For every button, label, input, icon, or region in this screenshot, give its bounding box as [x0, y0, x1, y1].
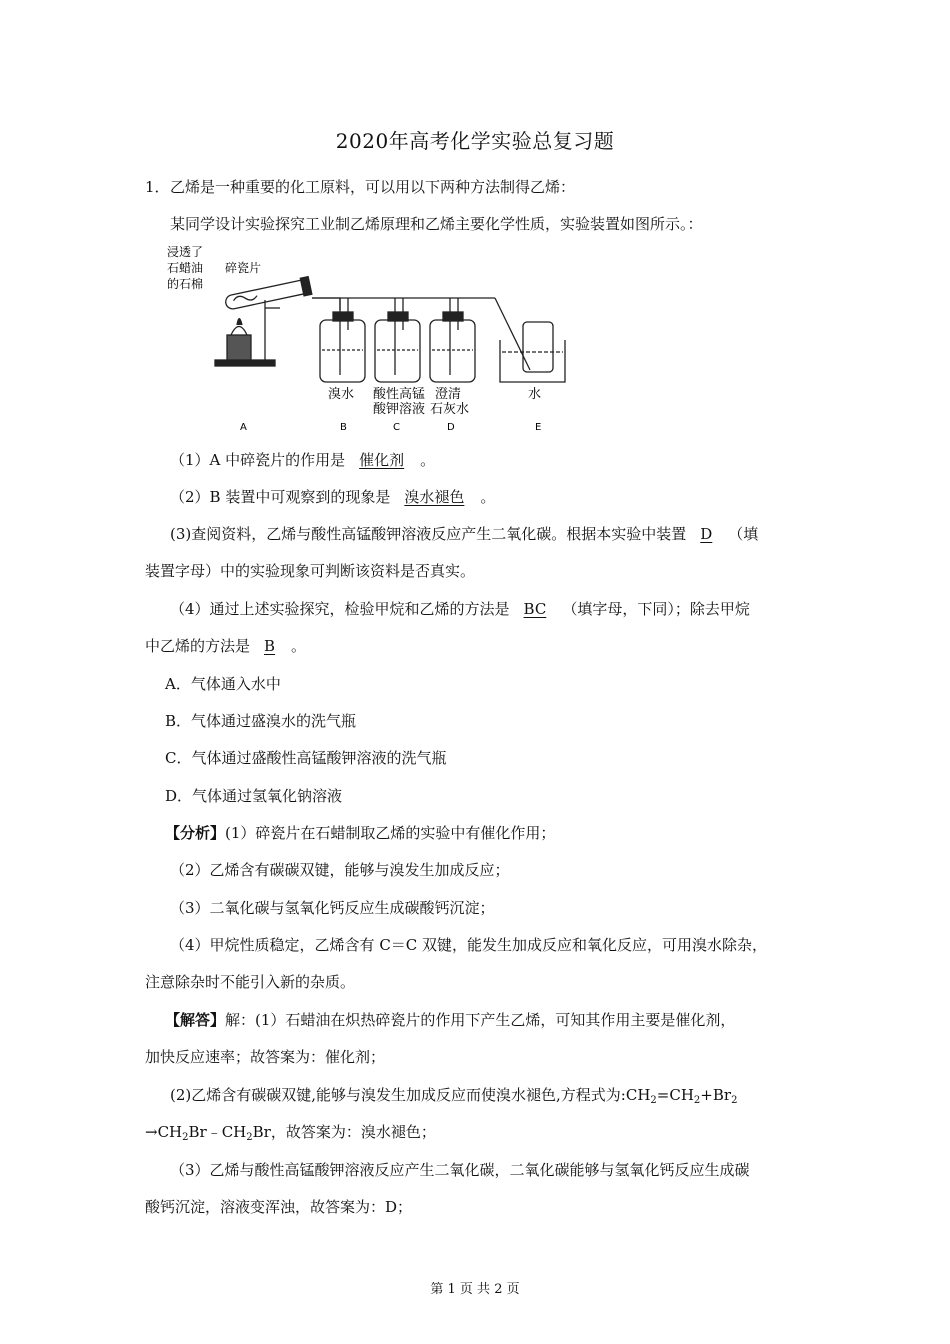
answer-blank: BC	[523, 600, 547, 618]
label-e: 水	[528, 387, 542, 402]
label-b: 溴水	[328, 387, 355, 402]
option-b: B．气体通过盛溴水的洗气瓶	[165, 712, 357, 730]
bottle-d	[430, 298, 475, 382]
answer-line-2: 加快反应速率；故答案为：催化剂；	[145, 1048, 386, 1066]
sub-question-4: （4）通过上述实验探究，检验甲烷和乙烯的方法是 BC （填字母，下同）；除去甲烷	[170, 600, 750, 618]
bottle-b	[320, 298, 365, 382]
alcohol-burner	[227, 335, 251, 360]
option-c: C．气体通过盛酸性高锰酸钾溶液的洗气瓶	[165, 749, 447, 767]
question-number: 1．	[145, 178, 170, 196]
analysis-line-5: 注意除杂时不能引入新的杂质。	[145, 973, 356, 991]
stand-base	[215, 360, 275, 366]
label-porcelain: 碎瓷片	[225, 261, 262, 275]
label-asbestos-1: 浸透了	[167, 245, 204, 259]
label-c-2: 酸钾溶液	[373, 402, 426, 417]
label-asbestos-2: 石蜡油	[167, 261, 204, 275]
answer-line-6: 酸钙沉淀，溶液变浑浊，故答案为：D；	[145, 1198, 413, 1216]
answer-blank: 溴水褪色	[404, 488, 465, 506]
analysis-line-3: （3）二氧化碳与氢氧化钙反应生成碳酸钙沉淀；	[170, 899, 495, 917]
letter-b: B	[340, 422, 347, 433]
answer-line-4: $\to CH_2Br﹣CH_2Br$，故答案为：溴水褪色；	[145, 1123, 436, 1143]
page-title: 2020年高考化学实验总复习题	[335, 129, 615, 153]
analysis-line-1: 【分析】(1）碎瓷片在石蜡制取乙烯的实验中有催化作用；	[165, 824, 556, 842]
sub-question-3-line2: 装置字母）中的实验现象可判断该资料是否真实。	[145, 562, 476, 580]
bottle-c	[375, 298, 420, 382]
question-setup: 某同学设计实验探究工业制乙烯原理和乙烯主要化学性质，实验装置如图所示。：	[170, 215, 703, 233]
label-d-2: 石灰水	[430, 402, 470, 417]
answer-line-3: (2)乙烯含有碳碳双键,能够与溴发生加成反应而使溴水褪色,方程式为$:CH_2=CH_2+Br_2$	[170, 1086, 738, 1106]
letter-e: E	[535, 422, 542, 433]
answer-line-5: （3）乙烯与酸性高锰酸钾溶液反应产生二氧化碳，二氧化碳能够与氢氧化钙反应生成碳	[170, 1161, 750, 1179]
test-tube	[224, 279, 310, 310]
answer-blank: 催化剂	[359, 451, 405, 469]
label-c-1: 酸性高锰	[373, 387, 426, 402]
sub-question-1: （1）A 中碎瓷片的作用是 催化剂 。	[170, 451, 436, 469]
label-asbestos-3: 的石棉	[167, 277, 204, 291]
sub-question-2: （2）B 装置中可观察到的现象是 溴水褪色 。	[170, 488, 496, 506]
question-intro: 乙烯是一种重要的化工原料，可以用以下两种方法制得乙烯：	[170, 178, 576, 196]
letter-a: A	[240, 422, 247, 433]
answer-blank: D	[700, 525, 713, 543]
option-a: A．气体通入水中	[165, 675, 281, 693]
apparatus-figure	[165, 240, 575, 435]
analysis-heading: 【分析】	[165, 824, 226, 842]
option-d: D．气体通过氢氧化钠溶液	[165, 787, 343, 805]
answer-blank: B	[264, 637, 276, 655]
sub-question-4-line2: 中乙烯的方法是 B 。	[145, 637, 307, 655]
answer-line-1: 【解答】解：(1）石蜡油在炽热碎瓷片的作用下产生乙烯，可知其作用主要是催化剂，	[165, 1011, 736, 1029]
analysis-line-4: （4）甲烷性质稳定，乙烯含有 C＝C 双键，能发生加成反应和氧化反应，可用溴水除杂，	[170, 936, 768, 954]
water-trough-e	[500, 322, 565, 382]
answer-heading: 【解答】	[165, 1011, 226, 1029]
sub-question-3: (3)查阅资料，乙烯与酸性高锰酸钾溶液反应产生二氧化碳。根据本实验中装置 D （填	[170, 525, 759, 543]
question-1	[145, 177, 576, 197]
page-footer: 第 1 页 共 2 页	[430, 1282, 520, 1297]
label-d-1: 澄清	[435, 387, 462, 402]
letter-c: C	[393, 422, 400, 433]
analysis-line-2: （2）乙烯含有碳碳双键，能够与溴发生加成反应；	[170, 861, 510, 879]
letter-d: D	[447, 422, 455, 433]
